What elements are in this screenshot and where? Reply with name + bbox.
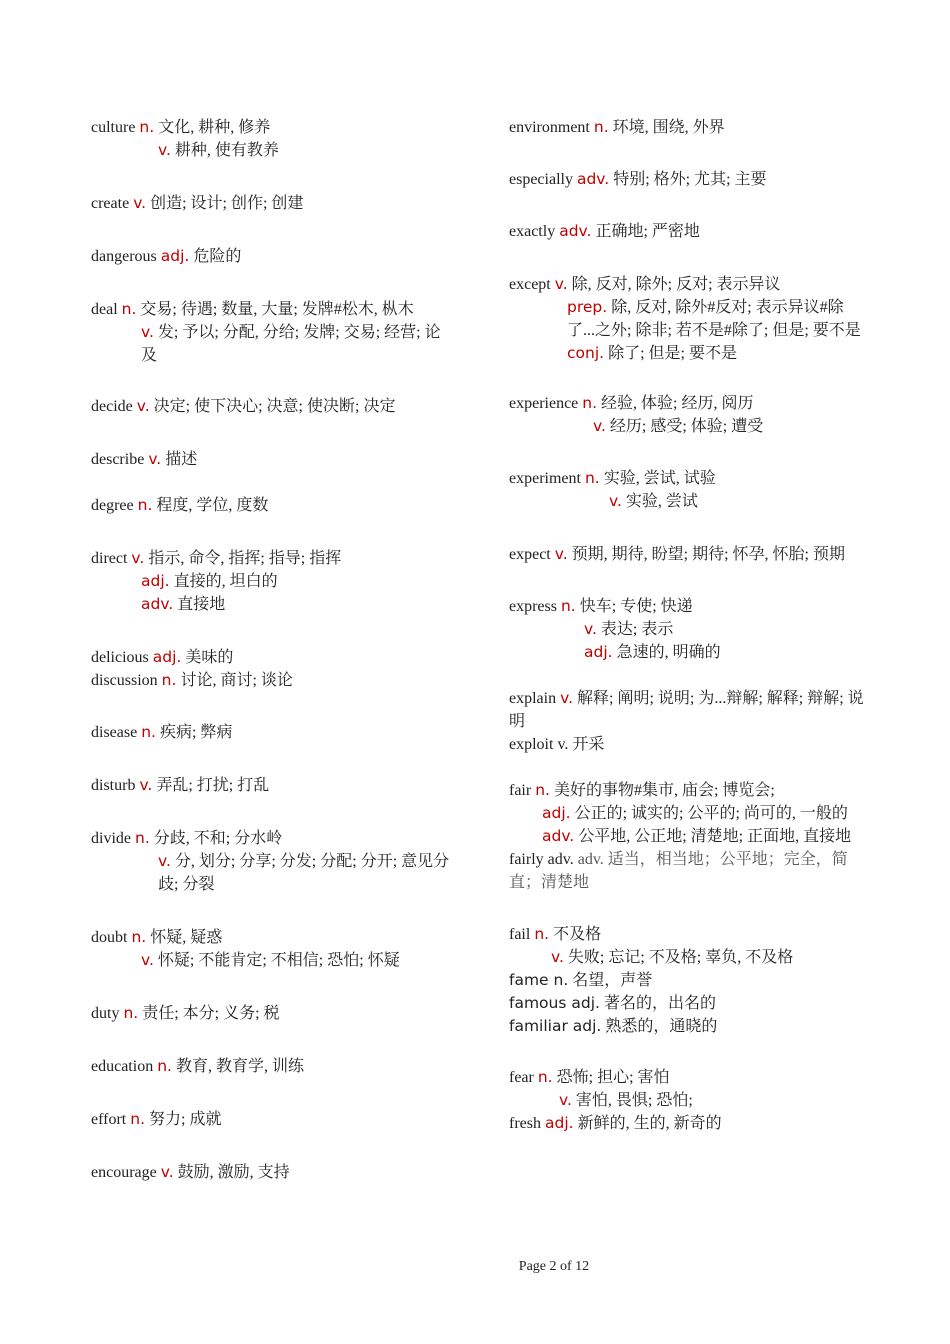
definition: 熟悉的，通晓的 (605, 1018, 718, 1035)
entry-line (91, 448, 453, 471)
entry-line (509, 969, 871, 992)
definition: 创造; 设计; 创作; 创建 (150, 195, 304, 212)
part-of-speech: v. (133, 194, 147, 212)
entry-line (91, 298, 453, 321)
entry-line (509, 946, 871, 969)
part-of-speech: v. (141, 323, 154, 341)
dictionary-entry (91, 494, 453, 517)
headword: fame n. (509, 971, 569, 989)
headword: describe (91, 451, 145, 468)
headword: degree (91, 497, 134, 514)
definition: 鼓励, 激励, 支持 (177, 1164, 290, 1181)
entry-line (91, 547, 453, 570)
headword: fair (509, 782, 532, 799)
part-of-speech: adj. (584, 643, 613, 661)
definition: 环境, 围绕, 外界 (612, 119, 725, 136)
definition: 除了; 但是; 要不是 (608, 345, 737, 362)
headword: effort (91, 1111, 127, 1128)
dictionary-entry (91, 721, 453, 744)
dictionary-entry (509, 273, 871, 365)
dictionary-entry (91, 395, 453, 418)
entry-line (91, 245, 453, 268)
entry-line (509, 543, 871, 566)
headword: discussion (91, 672, 158, 689)
dictionary-entry (91, 1002, 453, 1025)
definition: 正确地; 严密地 (595, 223, 700, 240)
headword: especially (509, 171, 573, 188)
entry-line (91, 721, 453, 744)
dictionary-entry (509, 116, 871, 139)
definition: 疾病; 弊病 (159, 724, 233, 741)
definition: 美味的 (185, 649, 234, 666)
part-of-speech: v. (584, 620, 597, 638)
part-of-speech: n. (584, 469, 600, 487)
headword: disturb (91, 777, 136, 794)
definition: 描述 (165, 451, 198, 468)
entry-line (509, 641, 871, 664)
definition: 不及格 (553, 926, 602, 943)
definition: 急速的, 明确的 (616, 644, 721, 661)
part-of-speech: v. (593, 417, 606, 435)
entry-line (509, 415, 871, 438)
entry-line (509, 1112, 871, 1135)
dictionary-entry (91, 298, 453, 367)
dictionary-entry (91, 926, 453, 972)
headword: culture (91, 119, 136, 136)
definition: 快车; 专使; 快递 (579, 598, 693, 615)
definition: 害怕, 畏惧; 恐怕; (575, 1092, 693, 1109)
entry-line (509, 273, 871, 296)
dictionary-entry (509, 392, 871, 438)
definition: 经历; 感受; 体验; 遭受 (609, 418, 764, 435)
entry-line (91, 395, 453, 418)
definition: 决定; 使下决心; 决意; 使决断; 决定 (153, 398, 396, 415)
left-column (91, 116, 453, 1184)
definition: 恐怖; 担心; 害怕 (556, 1069, 670, 1086)
headword: deal (91, 301, 118, 318)
definition: 分歧, 不和; 分水岭 (153, 830, 283, 847)
definition: 表达; 表示 (600, 621, 674, 638)
part-of-speech: adj. (542, 804, 571, 822)
headword: create (91, 195, 130, 212)
part-of-speech: v. (160, 1163, 174, 1181)
part-of-speech: n. (135, 829, 150, 847)
part-of-speech: adj. (160, 247, 190, 265)
part-of-speech: n. (139, 118, 155, 136)
definition: 责任; 本分; 义务; 税 (142, 1005, 280, 1022)
headword: famous adj. (509, 994, 600, 1012)
definition: 耕种, 使有教养 (174, 142, 279, 159)
part-of-speech: n. (534, 925, 550, 943)
entry-line (509, 1089, 871, 1112)
entry-line (509, 687, 871, 733)
definition: 努力; 成就 (149, 1111, 222, 1128)
entry-line (509, 923, 871, 946)
entry-line (509, 779, 871, 802)
entry-line (509, 1015, 871, 1038)
part-of-speech: v. (554, 275, 568, 293)
part-of-speech: adj. (141, 572, 170, 590)
entry-line (91, 669, 453, 692)
entry-line (509, 1066, 871, 1089)
part-of-speech: v. (148, 450, 162, 468)
definition: 解释; 阐明; 说明; 为...辩解; 解释; 辩解; 说明 (509, 690, 864, 730)
entry-line (91, 139, 453, 162)
dictionary-entry (509, 220, 871, 243)
part-of-speech: n. (157, 1057, 172, 1075)
definition: 经验, 体验; 经历, 阅历 (601, 395, 754, 412)
definition: 教育, 教育学, 训练 (175, 1058, 304, 1075)
right-column (509, 116, 871, 1135)
definition: 除, 反对, 除外#反对; 表示异议#除了...之外; 除非; 若不是#除了; 但是; 要不是 (567, 299, 861, 339)
part-of-speech: prep. (567, 298, 608, 316)
entry-line (509, 392, 871, 415)
entry-line (509, 848, 871, 894)
dictionary-entry (509, 779, 871, 894)
entry-line (509, 220, 871, 243)
headword: exploit v. 开采 (509, 736, 605, 753)
entry-line (91, 494, 453, 517)
entry-line (509, 595, 871, 618)
headword: familiar adj. (509, 1017, 602, 1035)
part-of-speech: n. (537, 1068, 553, 1086)
headword: duty (91, 1005, 120, 1022)
dictionary-entry (91, 547, 453, 616)
definition: 交易; 待遇; 数量, 大量; 发牌#松木, 枞木 (140, 301, 414, 318)
entry-line (91, 646, 453, 669)
entry-line (91, 949, 453, 972)
dictionary-entry (91, 1055, 453, 1078)
part-of-speech: v. (559, 1091, 572, 1109)
headword: disease (91, 724, 138, 741)
definition: 文化, 耕种, 修养 (158, 119, 271, 136)
definition: 公正的; 诚实的; 公平的; 尚可的, 一般的 (574, 805, 848, 822)
headword: delicious (91, 649, 149, 666)
entry-line (91, 1055, 453, 1078)
part-of-speech: n. (123, 1004, 139, 1022)
definition: 公平地, 公正地; 清楚地; 正面地, 直接地 (578, 828, 852, 845)
definition: 讨论, 商讨; 谈论 (180, 672, 293, 689)
entry-line (509, 342, 871, 365)
headword: experience (509, 395, 579, 412)
part-of-speech: adj. (152, 648, 182, 666)
part-of-speech: v. (609, 492, 622, 510)
headword: decide (91, 398, 133, 415)
entry-line (91, 116, 453, 139)
part-of-speech: v. (554, 545, 568, 563)
headword: experiment (509, 470, 581, 487)
definition: 名望，声誉 (572, 972, 653, 989)
part-of-speech: n. (593, 118, 609, 136)
headword: fear (509, 1069, 534, 1086)
headword: education (91, 1058, 154, 1075)
part-of-speech: n. (582, 394, 598, 412)
dictionary-entry (91, 116, 453, 162)
headword: encourage (91, 1164, 157, 1181)
headword: direct (91, 550, 128, 567)
definition: 弄乱; 打扰; 打乱 (156, 777, 270, 794)
part-of-speech: n. (131, 928, 147, 946)
headword: exactly (509, 223, 556, 240)
definition: 预期, 期待, 盼望; 期待; 怀孕, 怀胎; 预期 (571, 546, 845, 563)
part-of-speech: v. (158, 141, 171, 159)
dictionary-entry (91, 448, 453, 471)
definition: 新鲜的, 生的, 新奇的 (577, 1115, 722, 1132)
headword: environment (509, 119, 590, 136)
headword: dangerous (91, 248, 157, 265)
dictionary-entry (509, 168, 871, 191)
entry-line (91, 774, 453, 797)
part-of-speech: v. (141, 951, 154, 969)
entry-line (509, 467, 871, 490)
dictionary-entry (509, 1066, 871, 1135)
headword: fairly adv. (509, 851, 574, 868)
entry-line (91, 827, 453, 850)
headword: fresh (509, 1115, 541, 1132)
dictionary-entry (91, 245, 453, 268)
part-of-speech: n. (560, 597, 576, 615)
definition: 失败; 忘记; 不及格; 辜负, 不及格 (567, 949, 794, 966)
dictionary-entry (509, 687, 871, 756)
dictionary-entry (91, 774, 453, 797)
definition: 实验, 尝试, 试验 (603, 470, 716, 487)
entry-line (509, 490, 871, 513)
part-of-speech: v. (131, 549, 145, 567)
dictionary-entry (509, 543, 871, 566)
headword: fail (509, 926, 531, 943)
definition: 特别; 格外; 尤其; 主要 (613, 171, 767, 188)
part-of-speech: n. (535, 781, 550, 799)
entry-line (509, 825, 871, 848)
entry-line (509, 296, 871, 342)
dictionary-entry (91, 1108, 453, 1131)
part-of-speech: v. (139, 776, 153, 794)
part-of-speech: n. (121, 300, 137, 318)
definition: 直接地 (177, 596, 226, 613)
dictionary-entry (91, 827, 453, 896)
definition: 美好的事物#集市, 庙会; 博览会; (553, 782, 775, 799)
headword: divide (91, 830, 131, 847)
definition: 著名的，出名的 (603, 995, 716, 1012)
part-of-speech: conj. (567, 344, 605, 362)
headword: expect (509, 546, 551, 563)
part-of-speech: n. (137, 496, 153, 514)
part-of-speech: adv. (559, 222, 592, 240)
part-of-speech: v. (158, 852, 171, 870)
definition: adv. 适当，相当地；公平地；完全，简直；清楚地 (509, 851, 848, 891)
part-of-speech: v. (136, 397, 150, 415)
entry-line (91, 850, 453, 896)
dictionary-entry (509, 595, 871, 664)
part-of-speech: n. (130, 1110, 146, 1128)
entry-line (509, 802, 871, 825)
definition: 发; 予以; 分配, 分给; 发牌; 交易; 经营; 论及 (141, 324, 441, 364)
part-of-speech: v. (560, 689, 573, 707)
dictionary-entry (509, 923, 871, 1038)
dictionary-entry (91, 646, 453, 692)
headword: express (509, 598, 557, 615)
entry-line (91, 593, 453, 616)
part-of-speech: adv. (141, 595, 174, 613)
dictionary-entry (509, 467, 871, 513)
definition: 怀疑, 疑惑 (150, 929, 223, 946)
part-of-speech: adj. (544, 1114, 574, 1132)
entry-line (509, 992, 871, 1015)
headword: except (509, 276, 551, 293)
entry-line (509, 733, 871, 756)
dictionary-entry (91, 1161, 453, 1184)
part-of-speech: n. (161, 671, 177, 689)
definition: 危险的 (193, 248, 242, 265)
definition: 怀疑; 不能肯定; 不相信; 恐怕; 怀疑 (157, 952, 400, 969)
definition: 指示, 命令, 指挥; 指导; 指挥 (148, 550, 342, 567)
entry-line (509, 618, 871, 641)
entry-line (91, 926, 453, 949)
part-of-speech: adv. (542, 827, 575, 845)
entry-line (91, 1108, 453, 1131)
entry-line (509, 116, 871, 139)
entry-line (91, 1002, 453, 1025)
entry-line (91, 570, 453, 593)
definition: 除, 反对, 除外; 反对; 表示异议 (571, 276, 781, 293)
page-footer: Page 2 of 12 (518, 1259, 590, 1274)
part-of-speech: v. (551, 948, 564, 966)
headword: explain (509, 690, 557, 707)
part-of-speech: n. (141, 723, 156, 741)
definition: 程度, 学位, 度数 (156, 497, 269, 514)
definition: 直接的, 坦白的 (173, 573, 278, 590)
part-of-speech: adv. (576, 170, 610, 188)
entry-line (91, 1161, 453, 1184)
headword: doubt (91, 929, 128, 946)
entry-line (91, 192, 453, 215)
entry-line (91, 321, 453, 367)
dictionary-entry (91, 192, 453, 215)
definition: 分, 划分; 分享; 分发; 分配; 分开; 意见分歧; 分裂 (158, 853, 450, 893)
entry-line (509, 168, 871, 191)
definition: 实验, 尝试 (625, 493, 698, 510)
